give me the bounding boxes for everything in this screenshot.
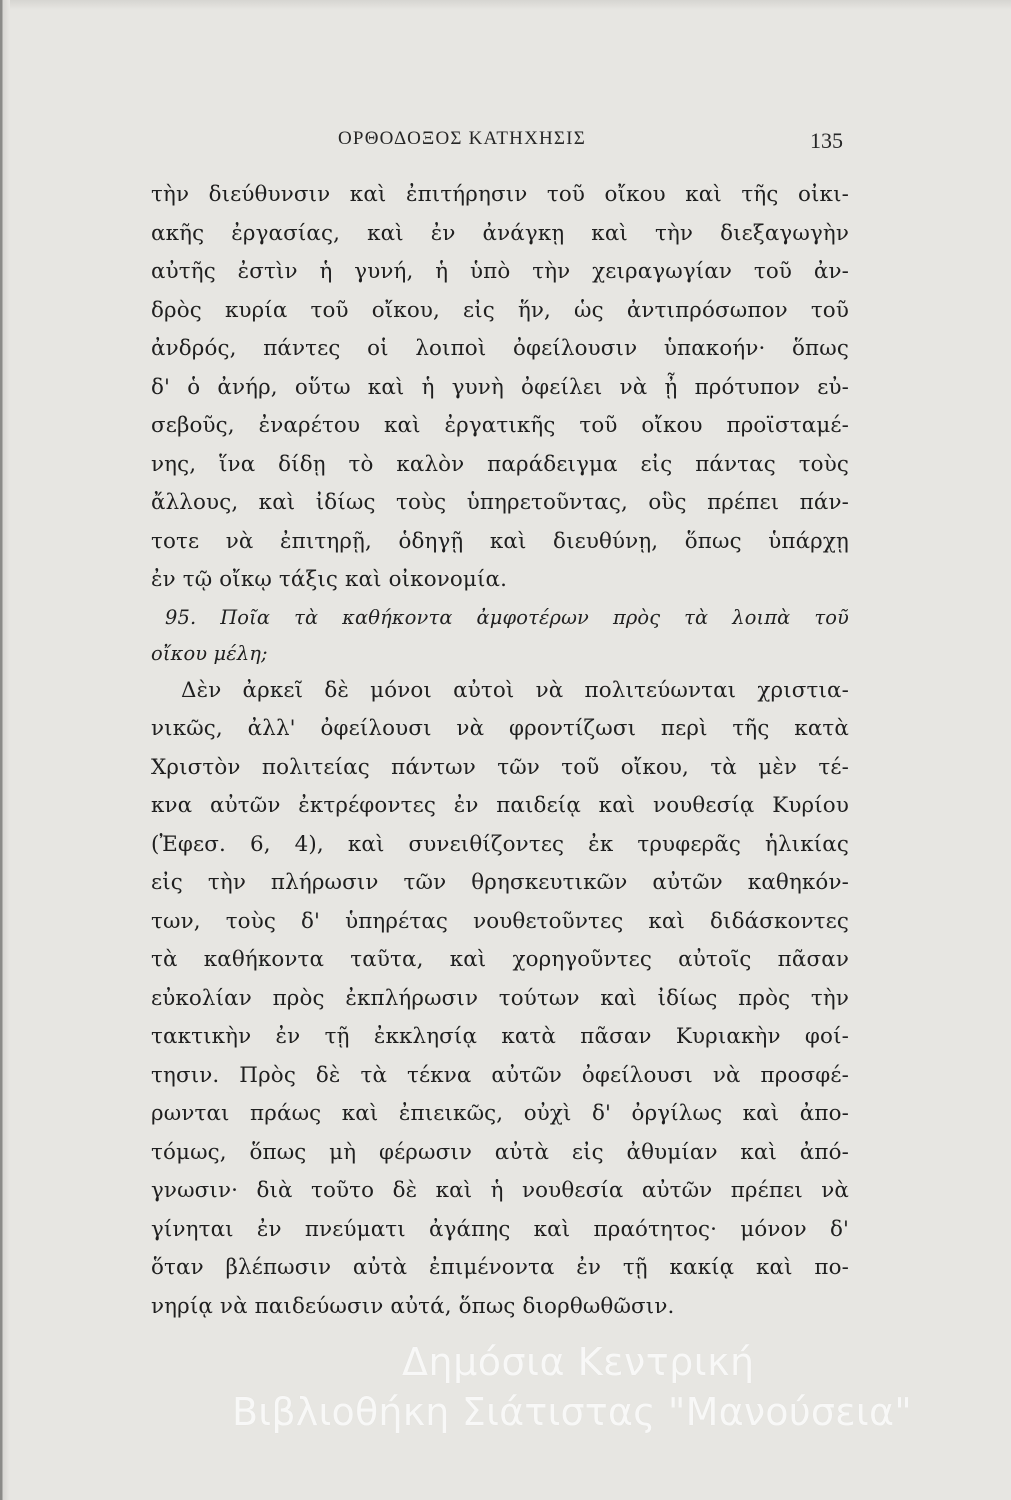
answer-line: ὅταν βλέπωσιν αὐτὰ ἐπιμένοντα ἐν τῇ κακίᾳ καὶ πο- [151, 1255, 849, 1280]
answer-line: τακτικὴν ἐν τῇ ἐκκλησίᾳ κατὰ πᾶσαν Κυριακὴν φοί- [151, 1024, 849, 1049]
answer-line: (Ἐφεσ. 6, 4), καὶ συνειθίζοντες ἐκ τρυφερᾶς ἡλικίας [151, 831, 849, 857]
body-line: νης, ἵνα δίδῃ τὸ καλὸν παράδειγμα εἰς πάντας τοὺς [151, 451, 849, 477]
answer-line: γνωσιν· διὰ τοῦτο δὲ καὶ ἡ νουθεσία αὐτῶν πρέπει νὰ [151, 1178, 849, 1203]
body-line: σεβοῦς, ἐναρέτου καὶ ἐργατικῆς τοῦ οἴκου προϊσταμέ- [151, 413, 849, 438]
answer-line: νηρίᾳ νὰ παιδεύωσιν αὐτά, ὅπως διορθωθῶσιν. [151, 1293, 675, 1319]
question-heading-continuation: οἴκου μέλη; [151, 641, 268, 665]
page-number: 135 [810, 128, 843, 153]
answer-line: ρωνται πράως καὶ ἐπιεικῶς, οὐχὶ δ' ὀργίλως καὶ ἀπο- [151, 1101, 849, 1126]
answer-line: τὰ καθήκοντα ταῦτα, καὶ χορηγοῦντες αὐτοῖς πᾶσαν [151, 947, 849, 972]
answer-line: γίνηται ἐν πνεύματι ἀγάπης καὶ πραότητος· μόνον δ' [151, 1216, 849, 1242]
page-header [148, 128, 848, 162]
answer-line: Χριστὸν πολιτείας πάντων τῶν τοῦ οἴκου, τὰ μὲν τέ- [151, 754, 849, 780]
answer-line: εὐκολίαν πρὸς ἐκπλήρωσιν τούτων καὶ ἰδίως πρὸς τὴν [151, 985, 849, 1011]
question-heading: 95. Ποῖα τὰ καθήκοντα ἀμφοτέρων πρὸς τὰ λοιπὰ τοῦ [165, 605, 849, 629]
answer-line: εἰς τὴν πλήρωσιν τῶν θρησκευτικῶν αὐτῶν καθηκόν- [151, 870, 849, 895]
body-line: δρὸς κυρία τοῦ οἴκου, εἰς ἥν, ὡς ἀντιπρόσωπον τοῦ [151, 297, 849, 323]
scan-left-edge [0, 0, 10, 1500]
body-line: αὐτῆς ἐστὶν ἡ γυνή, ἡ ὑπὸ τὴν χειραγωγίαν τοῦ ἀν- [151, 259, 849, 284]
body-line: ἐν τῷ οἴκῳ τάξις καὶ οἰκονομία. [151, 567, 508, 592]
body-line: ακῆς ἐργασίας, καὶ ἐν ἀνάγκῃ καὶ τὴν διεξαγωγὴν [151, 220, 849, 246]
answer-line: Δὲν ἀρκεῖ δὲ μόνοι αὐτοὶ νὰ πολιτεύωνται χριστια- [181, 677, 849, 703]
running-head: ΟΡΘΟΔΟΞΟΣ ΚΑΤΗΧΗΣΙΣ [338, 128, 586, 149]
body-line: ἀνδρός, πάντες οἱ λοιποὶ ὀφείλουσιν ὑπακοήν· ὅπως [151, 336, 849, 361]
body-line: τὴν διεύθυνσιν καὶ ἐπιτήρησιν τοῦ οἴκου καὶ τῆς οἰκι- [151, 182, 849, 207]
answer-line: των, τοὺς δ' ὑπηρέτας νουθετοῦντες καὶ διδάσκοντες [151, 908, 849, 934]
scan-top-edge [0, 0, 1011, 10]
watermark-line-1: Δημόσια Κεντρική [402, 1340, 755, 1384]
body-line: ἄλλους, καὶ ἰδίως τοὺς ὑπηρετοῦντας, οὓς πρέπει πάν- [151, 490, 849, 515]
answer-line: νικῶς, ἀλλ' ὀφείλουσι νὰ φροντίζωσι περὶ τῆς κατὰ [151, 716, 849, 741]
answer-line: κνα αὐτῶν ἐκτρέφοντες ἐν παιδείᾳ καὶ νουθεσίᾳ Κυρίου [151, 793, 849, 818]
body-line: δ' ὁ ἀνήρ, οὕτω καὶ ἡ γυνὴ ὀφείλει νὰ ᾖ πρότυπον εὐ- [151, 374, 849, 400]
text-block [151, 176, 849, 1326]
watermark-line-2: Βιβλιοθήκη Σιάτιστας "Μανούσεια" [232, 1390, 912, 1434]
body-line: τοτε νὰ ἐπιτηρῇ, ὁδηγῇ καὶ διευθύνῃ, ὅπως ὑπάρχῃ [151, 528, 849, 554]
answer-line: τόμως, ὅπως μὴ φέρωσιν αὐτὰ εἰς ἀθυμίαν καὶ ἀπό- [151, 1139, 849, 1165]
answer-line: τησιν. Πρὸς δὲ τὰ τέκνα αὐτῶν ὀφείλουσι νὰ προσφέ- [151, 1062, 849, 1088]
